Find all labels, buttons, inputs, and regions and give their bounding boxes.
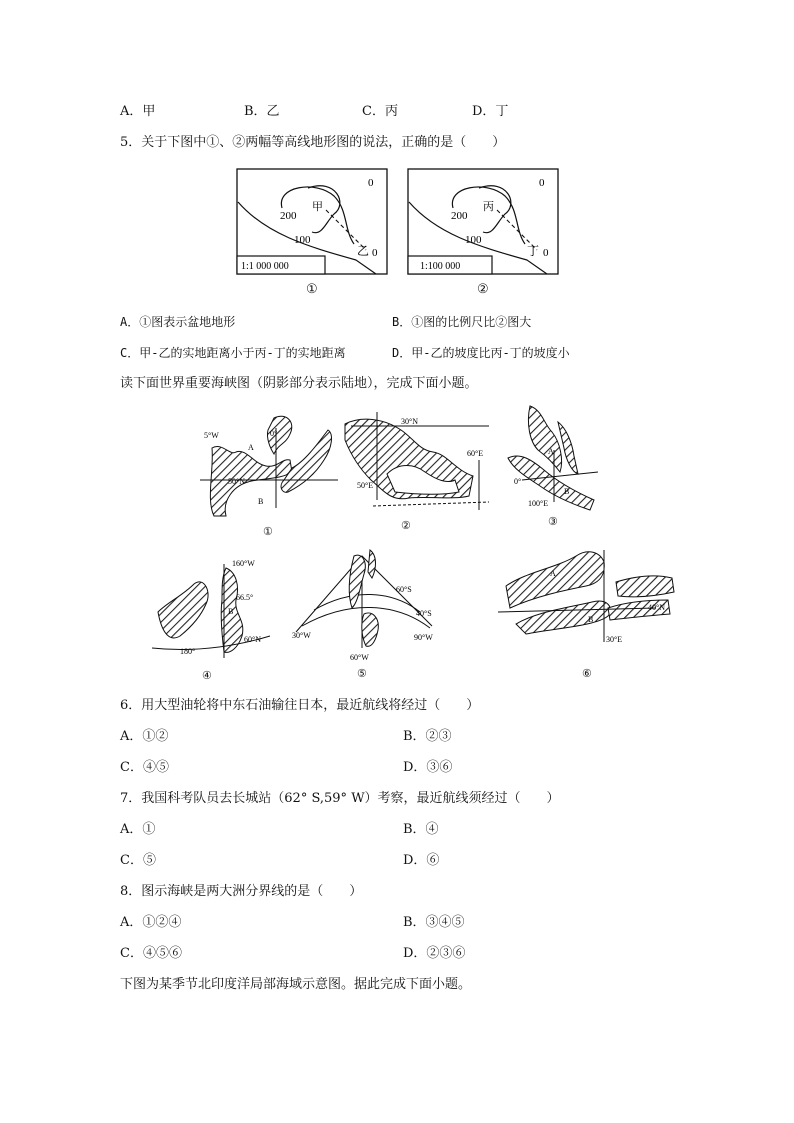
p6-label-40n: 40°N: [648, 603, 665, 612]
p5-label-30w: 30°W: [292, 631, 311, 640]
q5-option-b: B．①图的比例尺比②图大: [392, 315, 532, 329]
p6-label: ⑥: [582, 667, 592, 680]
q8-stem: 8．图示海峡是两大洲分界线的是（ ）: [120, 884, 363, 899]
map2-scale: 1:100 000: [420, 261, 461, 272]
p5-label-40s: 40°S: [416, 609, 432, 618]
strait-panel-1: [200, 408, 340, 522]
p2-label: ②: [401, 519, 411, 532]
p4-label-60n: 60°N: [244, 635, 261, 644]
p1-label-a: A: [248, 443, 254, 452]
p1-label: ①: [263, 525, 273, 538]
map1-point-yi: 乙: [357, 244, 370, 258]
next-section-intro: 下图为某季节北印度洋局部海域示意图。据此完成下面小题。: [120, 977, 472, 992]
map2-point-bing: 丙: [483, 201, 494, 213]
p4-label: ④: [202, 669, 212, 682]
strait-panel-5: [292, 548, 442, 664]
p4-label-160w: 160°W: [232, 559, 255, 568]
map2-label: ②: [477, 282, 489, 297]
map2-contour-0: 0: [539, 177, 545, 189]
map1-contour-100: 100: [294, 234, 311, 246]
p3-label-a: A: [548, 447, 554, 456]
q5-option-a: A．①图表示盆地地形: [120, 315, 236, 329]
map1-label: ①: [306, 282, 318, 297]
p5-label-60w: 60°W: [350, 653, 369, 662]
q5-option-c: C．甲-乙的实地距离小于丙-丁的实地距离: [120, 346, 346, 360]
p4-label-180: 180°: [180, 647, 196, 656]
strait-panel-4: [150, 556, 280, 666]
q7-option-b: B．④: [403, 822, 439, 837]
strait-panel-2: [343, 410, 493, 516]
q4-option-b: B．乙: [244, 104, 280, 119]
p2-label-30n: 30°N: [401, 417, 418, 426]
map2-point-ding: 丁: [527, 244, 540, 258]
p1-label-50n: 50°N: [228, 477, 245, 486]
q4-option-c: C．丙: [362, 104, 398, 119]
straits-intro: 读下面世界重要海峡图（阴影部分表示陆地），完成下面小题。: [120, 376, 478, 391]
q6-option-a: A．①②: [120, 729, 169, 744]
strait-panel-3: [502, 402, 602, 516]
p4-label-665: 66.5°: [236, 593, 254, 602]
q7-stem: 7．我国科考队员去长城站（62° S,59° W）考察，最近航线须经过（ ）: [120, 791, 560, 806]
p6-label-30e: 30°E: [606, 635, 623, 644]
map1-contour-0: 0: [368, 177, 374, 189]
map1-scale: 1:1 000 000: [241, 261, 289, 272]
p1-label-0: 0°: [270, 429, 278, 438]
map2-contour-100: 100: [465, 234, 482, 246]
p4-label-b: B: [228, 607, 234, 616]
q6-option-c: C．④⑤: [120, 760, 169, 775]
strait-panel-6: [496, 542, 686, 662]
p5-label: ⑤: [357, 667, 367, 680]
map1-contour-200: 200: [280, 210, 297, 222]
q5-stem: 5．关于下图中①、②两幅等高线地形图的说法，正确的是（ ）: [120, 135, 506, 150]
q8-option-d: D．②③⑥: [403, 946, 466, 961]
q5-option-d: D．甲-乙的坡度比丙-丁的坡度小: [392, 346, 570, 360]
contour-map-1: [236, 168, 388, 276]
map2-contour-200: 200: [451, 210, 468, 222]
p6-label-a: A: [550, 569, 556, 578]
p3-label-0: 0°: [514, 477, 522, 486]
p2-label-50e: 50°E: [357, 481, 374, 490]
q8-option-b: B．③④⑤: [403, 915, 465, 930]
p5-label-60s: 60°S: [396, 585, 412, 594]
contour-map-2: [407, 168, 559, 276]
q6-stem: 6．用大型油轮将中东石油输往日本，最近航线将经过（ ）: [120, 698, 480, 713]
q6-option-b: B．②③: [403, 729, 452, 744]
p3-label-b: B: [564, 487, 570, 496]
p1-label-b: B: [258, 497, 264, 506]
p2-label-60e: 60°E: [467, 449, 484, 458]
map1-point-jia: 甲: [312, 201, 323, 213]
p5-label-90w: 90°W: [414, 633, 433, 642]
p3-label-100e: 100°E: [528, 499, 549, 508]
q7-option-d: D．⑥: [403, 853, 440, 868]
map1-contour-0b: 0: [372, 247, 378, 259]
q8-option-a: A．①②④: [120, 915, 182, 930]
q6-option-d: D．③⑥: [403, 760, 453, 775]
p3-label: ③: [548, 515, 558, 528]
p1-label-5w: 5°W: [204, 431, 219, 440]
q4-option-d: D．丁: [472, 104, 509, 119]
q7-option-c: C．⑤: [120, 853, 156, 868]
map2-contour-0b: 0: [543, 247, 549, 259]
q4-option-a: A．甲: [120, 104, 156, 119]
q7-option-a: A．①: [120, 822, 156, 837]
p6-label-b: B: [588, 615, 594, 624]
q8-option-c: C．④⑤⑥: [120, 946, 182, 961]
